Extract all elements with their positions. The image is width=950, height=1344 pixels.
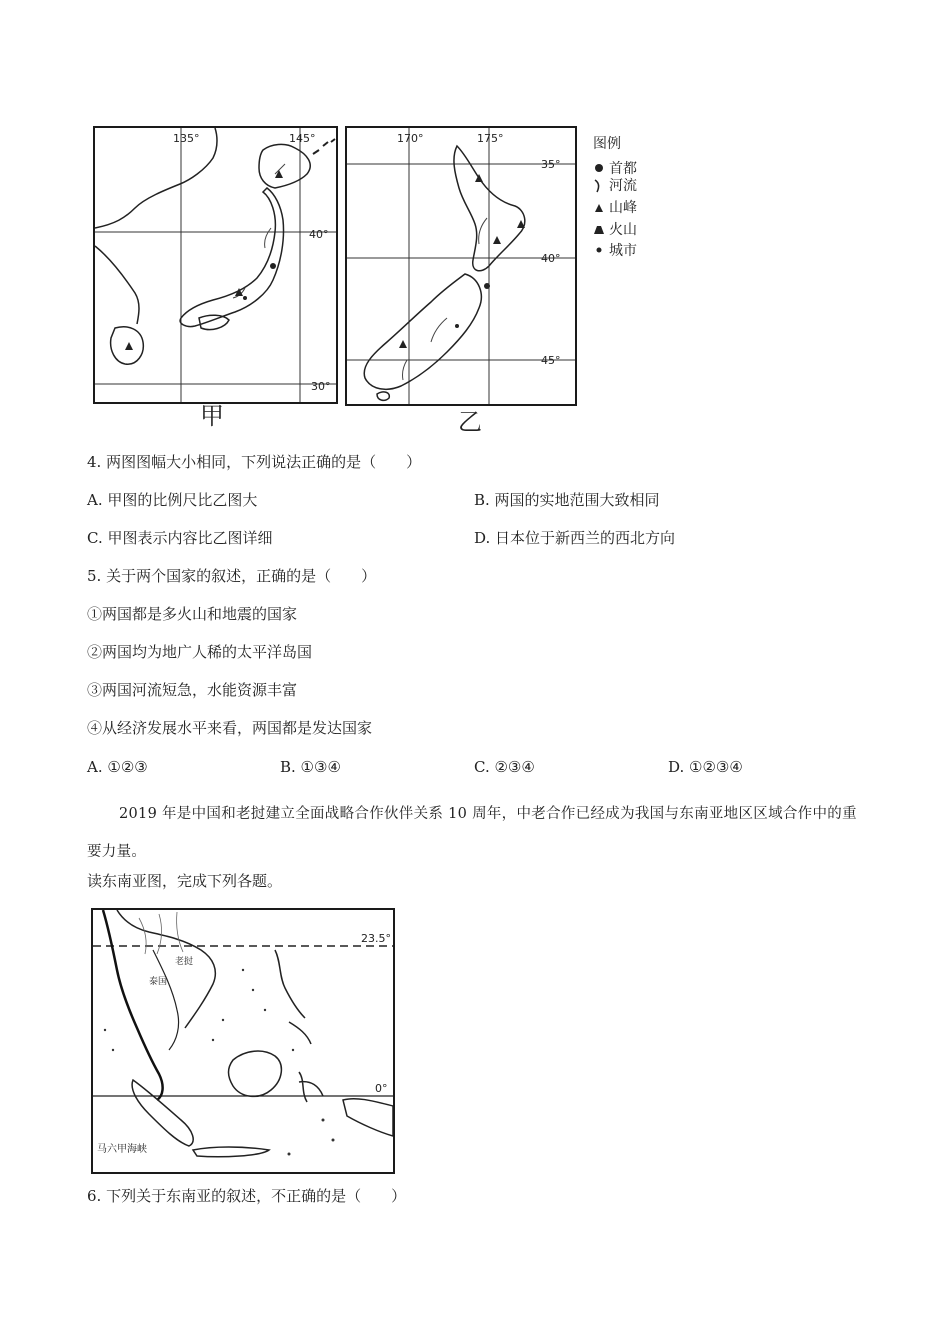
peak-icon — [595, 204, 603, 212]
q5-statement-3: ③两国河流短急，水能资源丰富 — [87, 681, 298, 699]
q4-stem: 4. 两图图幅大小相同，下列说法正确的是（ ） — [87, 453, 422, 471]
map-southeast-asia — [91, 908, 395, 1174]
sea-lat-equator: 0° — [375, 1082, 388, 1095]
passage-text: 2019 年是中国和老挝建立全面战略合作伙伴关系 10 周年，中老合作已经成为我国与东南亚地区区域合作中的重要力量。 — [87, 806, 857, 860]
southeast-asia-map-drawing — [93, 910, 393, 1172]
sea-label-laos: 老挝 — [175, 957, 194, 967]
q4-option-b[interactable]: B. 两国的实地范围大致相同 — [474, 491, 660, 509]
passage-instruction: 读东南亚图，完成下列各题。 — [87, 872, 283, 890]
q5-statement-4: ④从经济发展水平来看，两国都是发达国家 — [87, 719, 373, 737]
sea-label-thailand: 泰国 — [149, 977, 168, 987]
volcano-icon — [594, 226, 604, 234]
map-jia — [93, 126, 338, 404]
sea-label-malacca-strait: 马六甲海峡 — [97, 1144, 147, 1155]
city-icon — [597, 248, 602, 253]
q6-stem: 6. 下列关于东南亚的叙述，不正确的是（ ） — [87, 1187, 407, 1205]
yi-lat-45: 45° — [541, 354, 561, 367]
q5-option-d[interactable]: D. ①②③④ — [668, 758, 743, 776]
legend-item-capital: 首都 — [609, 161, 637, 177]
jia-lon-135: 135° — [173, 132, 200, 145]
legend-item-river: 河流 — [609, 178, 637, 194]
japan-map-drawing — [95, 128, 336, 402]
map-legend — [585, 130, 675, 260]
map-jia-caption: 甲 — [200, 402, 224, 430]
capital-icon — [595, 164, 603, 172]
legend-title: 图例 — [593, 136, 621, 152]
q5-option-b[interactable]: B. ①③④ — [280, 758, 341, 776]
q5-option-a[interactable]: A. ①②③ — [87, 758, 148, 776]
q5-stem: 5. 关于两个国家的叙述，正确的是（ ） — [87, 567, 377, 585]
jia-lon-145: 145° — [289, 132, 316, 145]
jia-lat-30: 30° — [311, 380, 331, 393]
q5-statement-1: ①两国都是多火山和地震的国家 — [87, 605, 298, 623]
legend-item-city: 城市 — [609, 243, 637, 259]
legend-item-volcano: 火山 — [609, 222, 637, 238]
map-yi — [345, 126, 577, 406]
q4-option-a[interactable]: A. 甲图的比例尺比乙图大 — [87, 491, 258, 509]
yi-lat-35: 35° — [541, 158, 561, 171]
sea-lat-tropic: 23.5° — [361, 932, 391, 945]
yi-lat-40: 40° — [541, 252, 561, 265]
legend-item-peak: 山峰 — [609, 200, 637, 216]
river-icon — [595, 180, 599, 192]
jia-lat-40: 40° — [309, 228, 329, 241]
yi-lon-175: 175° — [477, 132, 504, 145]
yi-lon-170: 170° — [397, 132, 424, 145]
q5-statement-2: ②两国均为地广人稀的太平洋岛国 — [87, 643, 313, 661]
map-yi-caption: 乙 — [458, 408, 482, 436]
new-zealand-map-drawing — [347, 128, 575, 404]
q4-option-c[interactable]: C. 甲图表示内容比乙图详细 — [87, 529, 273, 547]
q5-option-c[interactable]: C. ②③④ — [474, 758, 535, 776]
q4-option-d[interactable]: D. 日本位于新西兰的西北方向 — [474, 529, 676, 547]
